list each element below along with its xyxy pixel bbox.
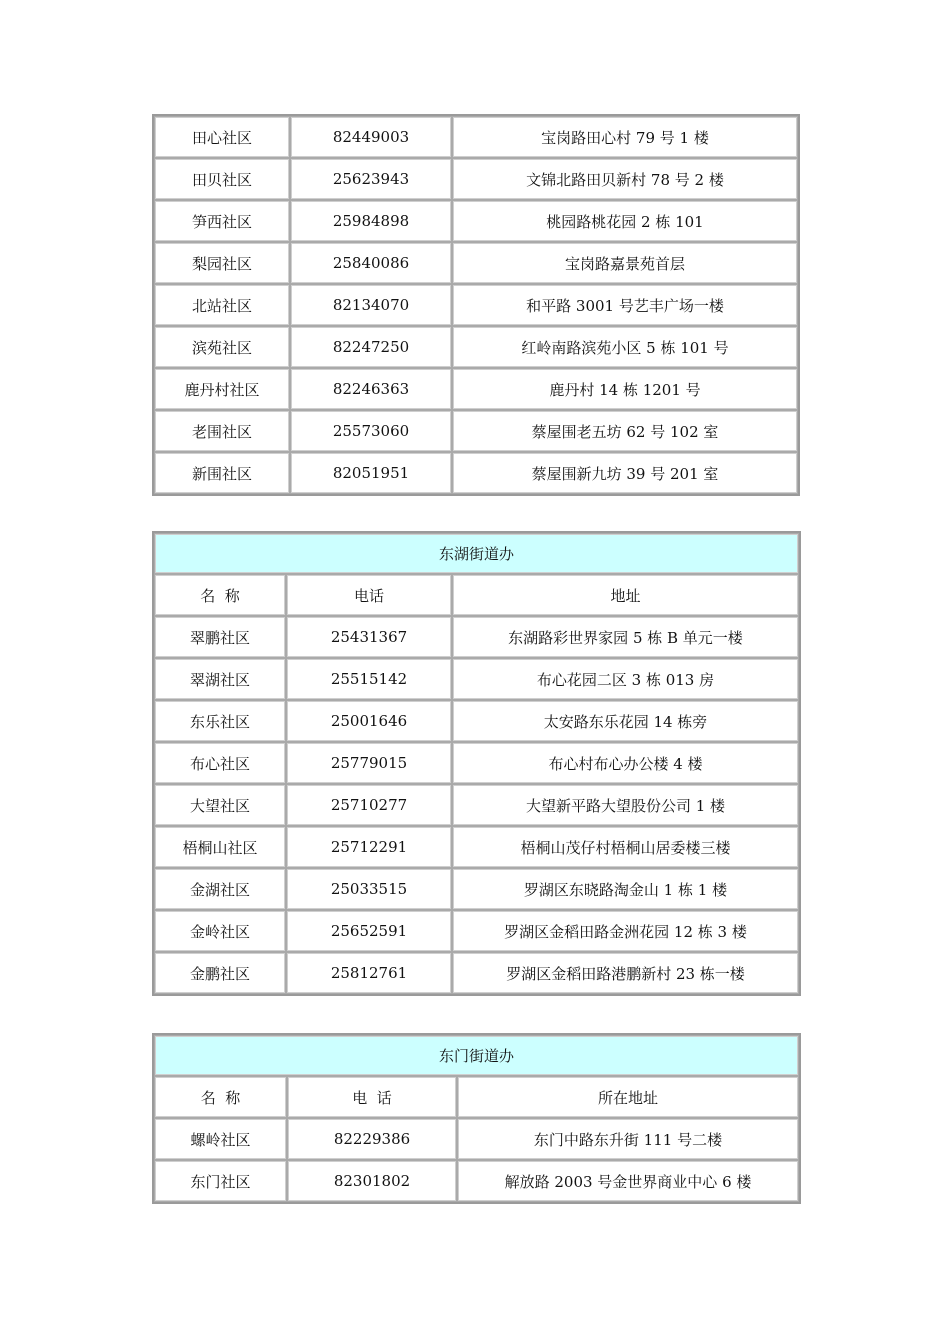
community-name: 螺岭社区 [154,1118,287,1160]
column-header-address: 所在地址 [457,1076,799,1118]
community-name: 大望社区 [154,784,286,826]
address: 罗湖区东晓路淘金山 1 栋 1 楼 [452,868,799,910]
column-header-phone: 电话 [286,574,452,616]
address: 罗湖区金稻田路金洲花园 12 栋 3 楼 [452,910,799,952]
address: 桃园路桃花园 2 栋 101 [452,200,798,242]
phone-number: 25840086 [290,242,452,284]
table-row [154,368,798,410]
phone-number: 25623943 [290,158,452,200]
table-header-row [154,1076,799,1118]
phone-number: 25515142 [286,658,452,700]
phone-number: 25001646 [286,700,452,742]
phone-number: 25033515 [286,868,452,910]
phone-number: 25573060 [290,410,452,452]
phone-number: 82246363 [290,368,452,410]
phone-number: 25779015 [286,742,452,784]
address: 罗湖区金稻田路港鹏新村 23 栋一楼 [452,952,799,994]
phone-number: 82449003 [290,116,452,158]
phone-number: 82247250 [290,326,452,368]
community-table-continued [152,114,800,496]
table-row [154,700,799,742]
address: 宝岗路嘉景苑首层 [452,242,798,284]
phone-number: 25984898 [290,200,452,242]
community-name: 田心社区 [154,116,290,158]
table-row [154,658,799,700]
community-name: 笋西社区 [154,200,290,242]
column-header-name: 名 称 [154,574,286,616]
phone-number: 25712291 [286,826,452,868]
community-name: 北站社区 [154,284,290,326]
table-row [154,952,799,994]
table-title: 东湖街道办 [154,533,799,574]
table-title: 东门街道办 [154,1035,799,1076]
community-name: 金湖社区 [154,868,286,910]
community-name: 翠鹏社区 [154,616,286,658]
community-name: 金岭社区 [154,910,286,952]
phone-number: 25652591 [286,910,452,952]
address: 梧桐山茂仔村梧桐山居委楼三楼 [452,826,799,868]
phone-number: 82051951 [290,452,452,494]
table-row [154,1160,799,1202]
table-body [154,116,798,494]
community-name: 梨园社区 [154,242,290,284]
table-row [154,826,799,868]
table-row [154,910,799,952]
phone-number: 25431367 [286,616,452,658]
table-title-row [154,1035,799,1076]
community-name: 鹿丹村社区 [154,368,290,410]
address: 蔡屋围老五坊 62 号 102 室 [452,410,798,452]
address: 文锦北路田贝新村 78 号 2 楼 [452,158,798,200]
table-row [154,410,798,452]
table-row [154,742,799,784]
table-row [154,158,798,200]
table-row [154,452,798,494]
table-row [154,616,799,658]
community-name: 老围社区 [154,410,290,452]
phone-number: 82229386 [287,1118,457,1160]
address: 宝岗路田心村 79 号 1 楼 [452,116,798,158]
donghu-street-office-table [152,531,801,996]
address: 布心村布心办公楼 4 楼 [452,742,799,784]
table-header-row [154,574,799,616]
table-row [154,200,798,242]
column-header-phone: 电 话 [287,1076,457,1118]
table-row [154,1118,799,1160]
community-name: 田贝社区 [154,158,290,200]
community-name: 布心社区 [154,742,286,784]
table-title-row [154,533,799,574]
community-name: 东乐社区 [154,700,286,742]
address: 蔡屋围新九坊 39 号 201 室 [452,452,798,494]
table-row [154,242,798,284]
community-name: 东门社区 [154,1160,287,1202]
column-header-address: 地址 [452,574,799,616]
community-name: 翠湖社区 [154,658,286,700]
table-row [154,784,799,826]
address: 大望新平路大望股份公司 1 楼 [452,784,799,826]
table-row [154,284,798,326]
community-name: 新围社区 [154,452,290,494]
address: 解放路 2003 号金世界商业中心 6 楼 [457,1160,799,1202]
community-name: 滨苑社区 [154,326,290,368]
address: 鹿丹村 14 栋 1201 号 [452,368,798,410]
dongmen-street-office-table [152,1033,801,1204]
table-row [154,326,798,368]
table-row [154,116,798,158]
phone-number: 25710277 [286,784,452,826]
address: 红岭南路滨苑小区 5 栋 101 号 [452,326,798,368]
phone-number: 25812761 [286,952,452,994]
address: 和平路 3001 号艺丰广场一楼 [452,284,798,326]
community-name: 梧桐山社区 [154,826,286,868]
phone-number: 82134070 [290,284,452,326]
phone-number: 82301802 [287,1160,457,1202]
table-body [154,533,799,994]
address: 东门中路东升街 111 号二楼 [457,1118,799,1160]
address: 太安路东乐花园 14 栋旁 [452,700,799,742]
column-header-name: 名 称 [154,1076,287,1118]
table-body [154,1035,799,1202]
table-row [154,868,799,910]
community-name: 金鹏社区 [154,952,286,994]
address: 布心花园二区 3 栋 013 房 [452,658,799,700]
address: 东湖路彩世界家园 5 栋 B 单元一楼 [452,616,799,658]
